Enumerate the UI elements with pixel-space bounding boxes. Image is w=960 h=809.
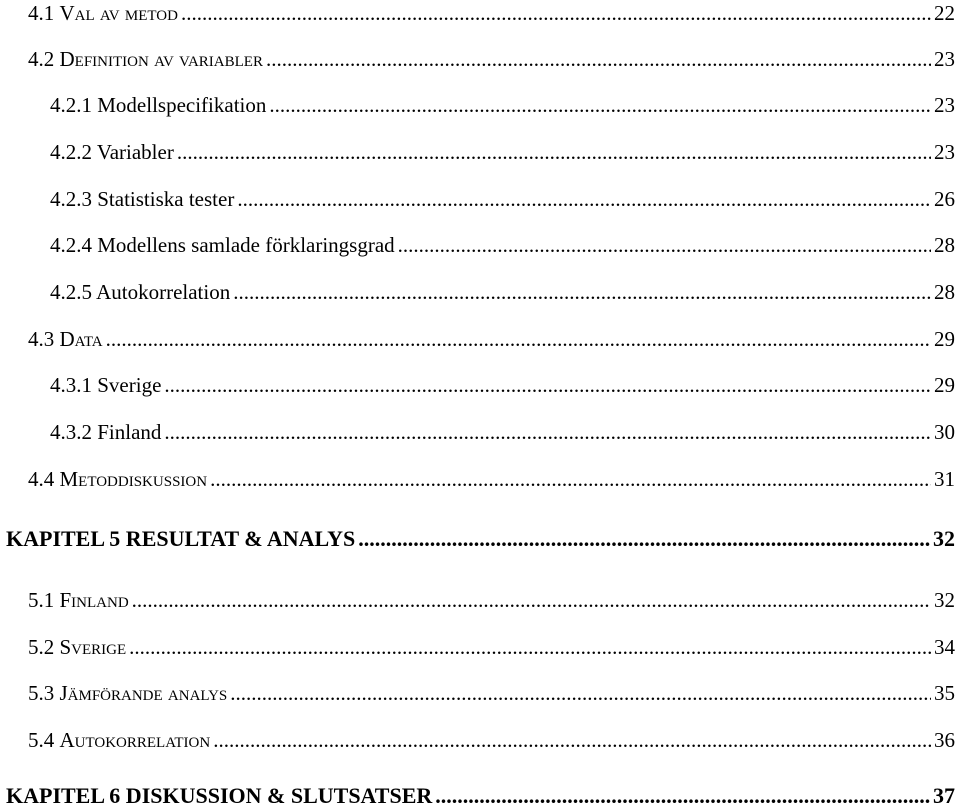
dot-leader — [230, 680, 931, 706]
page-number: 22 — [934, 1, 955, 25]
toc-entry-4-2-4[interactable] — [0, 232, 955, 258]
toc-entry-text: 5.3 Jämförande analys — [28, 681, 228, 705]
dot-leader — [358, 526, 930, 552]
dot-leader — [435, 783, 930, 809]
toc-entry-5-3[interactable] — [0, 680, 955, 706]
page-number: 23 — [934, 140, 955, 164]
dot-leader — [233, 279, 931, 305]
toc-entry-text: 4.2.5 Autokorrelation — [50, 280, 231, 304]
toc-chapter-title: KAPITEL 6 DISKUSSION & SLUTSATSER — [6, 783, 433, 808]
page-number: 31 — [934, 467, 955, 491]
toc-entry-5-4[interactable] — [0, 727, 955, 753]
dot-leader — [181, 0, 931, 26]
dot-leader — [106, 326, 931, 352]
toc-entry-4-2-2[interactable] — [0, 139, 955, 165]
dot-leader — [129, 634, 931, 660]
dot-leader — [266, 46, 931, 72]
toc-entry-text: 5.4 Autokorrelation — [28, 728, 211, 752]
dot-leader — [237, 186, 931, 212]
toc-entry-4-4[interactable] — [0, 466, 955, 492]
page-number: 23 — [934, 93, 955, 117]
page-number: 36 — [934, 728, 955, 752]
toc-chapter-5[interactable] — [0, 526, 955, 552]
toc-entry-4-3-1[interactable] — [0, 372, 955, 398]
page-number: 35 — [934, 681, 955, 705]
toc-entry-text: 4.2.3 Statistiska tester — [50, 187, 235, 211]
dot-leader — [210, 466, 931, 492]
toc-entry-text: 5.2 Sverige — [28, 635, 127, 659]
toc-entry-text: 4.2.4 Modellens samlade förklaringsgrad — [50, 233, 395, 257]
toc-entry-4-2[interactable] — [0, 46, 955, 72]
toc-entry-5-2[interactable] — [0, 634, 955, 660]
toc-entry-4-1[interactable] — [0, 0, 955, 26]
toc-entry-text: 4.2 Definition av variabler — [28, 47, 263, 71]
dot-leader — [213, 727, 931, 753]
page-number: 23 — [934, 47, 955, 71]
dot-leader — [398, 232, 931, 258]
page-number: 30 — [934, 420, 955, 444]
toc-entry-text: 4.1 Val av metod — [28, 1, 178, 25]
page-number: 29 — [934, 373, 955, 397]
toc-entry-text: 4.2.1 Modellspecifikation — [50, 93, 267, 117]
toc-entry-5-1[interactable] — [0, 587, 955, 613]
page-number: 34 — [934, 635, 955, 659]
toc-entry-4-2-5[interactable] — [0, 279, 955, 305]
toc-entry-text: 4.3 Data — [28, 327, 103, 351]
page-number: 28 — [934, 233, 955, 257]
dot-leader — [164, 419, 931, 445]
page-number: 26 — [934, 187, 955, 211]
toc-entry-4-2-1[interactable] — [0, 92, 955, 118]
dot-leader — [269, 92, 931, 118]
page-number: 29 — [934, 327, 955, 351]
toc-entry-text: 5.1 Finland — [28, 588, 129, 612]
toc-chapter-title: KAPITEL 5 RESULTAT & ANALYS — [6, 526, 356, 551]
toc-chapter-6[interactable] — [0, 783, 955, 809]
toc-entry-4-3-2[interactable] — [0, 419, 955, 445]
toc-entry-4-3[interactable] — [0, 326, 955, 352]
page-number: 32 — [934, 588, 955, 612]
page-number: 32 — [933, 526, 955, 551]
toc-entry-text: 4.3.1 Sverige — [50, 373, 162, 397]
dot-leader — [164, 372, 931, 398]
toc-entry-text: 4.3.2 Finland — [50, 420, 162, 444]
dot-leader — [132, 587, 931, 613]
page-number: 37 — [933, 783, 955, 808]
toc-entry-text: 4.4 Metoddiskussion — [28, 467, 208, 491]
toc-entry-text: 4.2.2 Variabler — [50, 140, 174, 164]
dot-leader — [177, 139, 931, 165]
toc-entry-4-2-3[interactable] — [0, 186, 955, 212]
page-number: 28 — [934, 280, 955, 304]
